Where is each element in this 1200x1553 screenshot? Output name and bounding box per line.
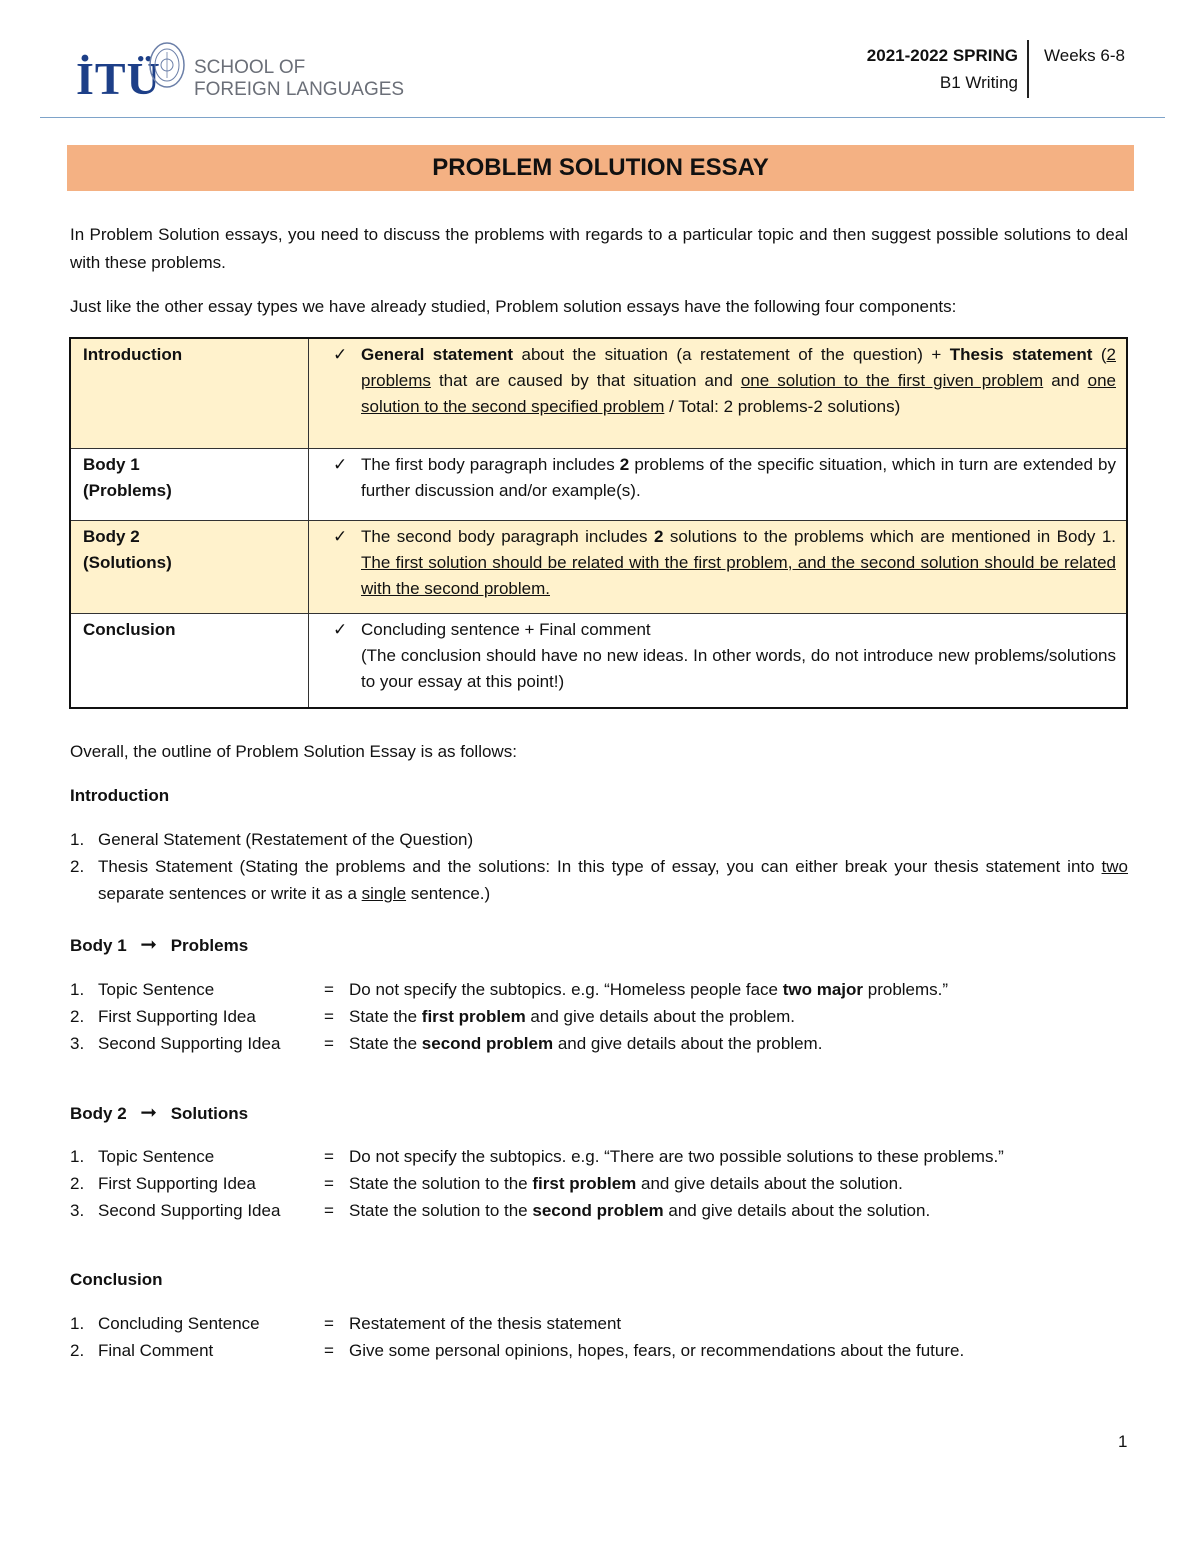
table-row-body2	[70, 520, 1127, 613]
title-banner	[67, 145, 1134, 191]
outline-lead: Overall, the outline of Problem Solution Essay is as follows:	[70, 742, 517, 761]
school-line-1: SCHOOL OF	[194, 57, 306, 78]
conclusion-list	[70, 1310, 1150, 1364]
outline-row	[70, 1337, 1150, 1364]
list-item: 2. Thesis Statement (Stating the problems and the solutions: In this type of essay, you can either break your thesis statement into two separate sentences or write it as a single sentence.)	[70, 857, 1128, 903]
course-label: B1 Writing	[939, 73, 1018, 92]
row-label-conclusion	[70, 613, 309, 708]
row-label: First Supporting Idea	[98, 1007, 256, 1026]
row-label-body2	[70, 520, 309, 613]
label-body2-sub: (Solutions)	[83, 552, 172, 572]
row-description: Do not specify the subtopics. e.g. “Homeless people face two major problems.”	[349, 980, 949, 999]
components-table	[69, 337, 1128, 709]
row-label: Topic Sentence	[98, 980, 215, 999]
row-content-conclusion	[309, 613, 1128, 708]
checkmark-icon: ✓	[333, 619, 348, 639]
checkmark-icon: ✓	[333, 454, 348, 474]
list-item: 1. General Statement (Restatement of the Question)	[70, 830, 474, 849]
row-number: 1.	[70, 980, 85, 999]
outline-row	[70, 1143, 1150, 1170]
outline-intro-heading: Introduction	[70, 786, 170, 805]
row-description: Do not specify the subtopics. e.g. “There are two possible solutions to these problems.”	[349, 1147, 1004, 1166]
outline-row	[70, 976, 1150, 1003]
row-label: Topic Sentence	[98, 1147, 215, 1166]
header-rule-right	[375, 117, 1165, 118]
outline-row	[70, 1030, 1150, 1057]
label-body1-sub: (Problems)	[83, 480, 172, 500]
row-number: 1.	[70, 1147, 85, 1166]
row-number: 1.	[70, 1314, 85, 1333]
components-lead: Just like the other essay types we have already studied, Problem solution essays have the following four components:	[70, 297, 957, 316]
row-description: State the first problem and give details about the problem.	[349, 1007, 796, 1026]
row-label: Final Comment	[98, 1341, 214, 1360]
school-name	[194, 57, 404, 101]
checkmark-icon: ✓	[333, 526, 348, 546]
row-number: 3.	[70, 1201, 85, 1220]
row-label-introduction	[70, 338, 309, 448]
body1-heading: Body 1 ➞ Problems	[70, 934, 249, 956]
page-number: 1	[1118, 1432, 1128, 1451]
row-content-introduction	[309, 338, 1128, 448]
row-equals: =	[324, 1007, 334, 1026]
intro-paragraph: In Problem Solution essays, you need to discuss the problems with regards to a particular topic and then suggest possible solutions to deal with these problems.	[70, 225, 1128, 272]
itu-logo: İTÜ	[76, 53, 161, 104]
body1-list	[70, 976, 1150, 1057]
row-equals: =	[324, 1314, 334, 1333]
label-conclusion: Conclusion	[83, 619, 176, 639]
row-description: State the second problem and give details about the problem.	[349, 1034, 823, 1053]
row-description: Give some personal opinions, hopes, fears, or recommendations about the future.	[349, 1341, 965, 1360]
row-equals: =	[324, 980, 334, 999]
body2-description: The second body paragraph includes 2 solutions to the problems which are mentioned in Body 1. The first solution should be related with the first problem, and the second solution should be related with the second problem.	[361, 526, 1117, 598]
conclusion-description: Concluding sentence + Final comment (The conclusion should have no new ideas. In other words, do not introduce new problems/solutions to your essay at this point!)	[361, 619, 1116, 691]
row-equals: =	[324, 1174, 334, 1193]
label-body1: Body 1	[83, 454, 140, 474]
row-label: Second Supporting Idea	[98, 1034, 281, 1053]
row-number: 2.	[70, 1174, 85, 1193]
term-label: 2021-2022 SPRING	[866, 46, 1018, 65]
row-number: 3.	[70, 1034, 85, 1053]
row-label-body1	[70, 448, 309, 520]
table-row-introduction	[70, 338, 1127, 448]
row-description: State the solution to the second problem and give details about the solution.	[349, 1201, 931, 1220]
outline-row	[70, 1003, 1150, 1030]
university-seal-icon	[148, 40, 186, 90]
header-rule-left	[40, 117, 375, 118]
row-number: 2.	[70, 1007, 85, 1026]
outline-intro-list	[70, 826, 1128, 907]
row-label: Concluding Sentence	[98, 1314, 260, 1333]
page-title: PROBLEM SOLUTION ESSAY	[432, 154, 769, 181]
row-content-body1	[309, 448, 1128, 520]
outline-row	[70, 1170, 1150, 1197]
outline-row	[70, 1310, 1150, 1337]
row-content-body2	[309, 520, 1128, 613]
label-introduction: Introduction	[83, 345, 183, 364]
body1-description: The first body paragraph includes 2 problems of the specific situation, which in turn are extended by further discussion and/or example(s).	[361, 454, 1116, 500]
row-equals: =	[324, 1341, 334, 1360]
intro-description: General statement about the situation (a restatement of the question) + Thesis statement (2 problems that are caused by that situation and one solution to the first given problem and one solution to the second specified problem / Total: 2 problems-2 solutions)	[361, 345, 1116, 416]
outline-row	[70, 1197, 1150, 1224]
row-equals: =	[324, 1034, 334, 1053]
row-label: First Supporting Idea	[98, 1174, 256, 1193]
row-description: State the solution to the first problem and give details about the solution.	[349, 1174, 903, 1193]
weeks-label: Weeks 6-8	[1044, 46, 1125, 65]
checkmark-icon: ✓	[333, 345, 348, 364]
body2-list	[70, 1143, 1150, 1224]
body2-heading: Body 2 ➞ Solutions	[70, 1102, 249, 1124]
row-number: 2.	[70, 1341, 85, 1360]
label-body2: Body 2	[83, 526, 140, 546]
row-equals: =	[324, 1201, 334, 1220]
row-equals: =	[324, 1147, 334, 1166]
table-row-conclusion	[70, 613, 1127, 708]
arrow-right-icon: ➞	[140, 934, 158, 956]
table-row-body1	[70, 448, 1127, 520]
row-label: Second Supporting Idea	[98, 1201, 281, 1220]
row-description: Restatement of the thesis statement	[349, 1314, 622, 1333]
arrow-right-icon: ➞	[140, 1102, 158, 1124]
header-divider	[1027, 40, 1029, 98]
conclusion-heading: Conclusion	[70, 1270, 163, 1289]
school-line-2: FOREIGN LANGUAGES	[194, 79, 405, 100]
